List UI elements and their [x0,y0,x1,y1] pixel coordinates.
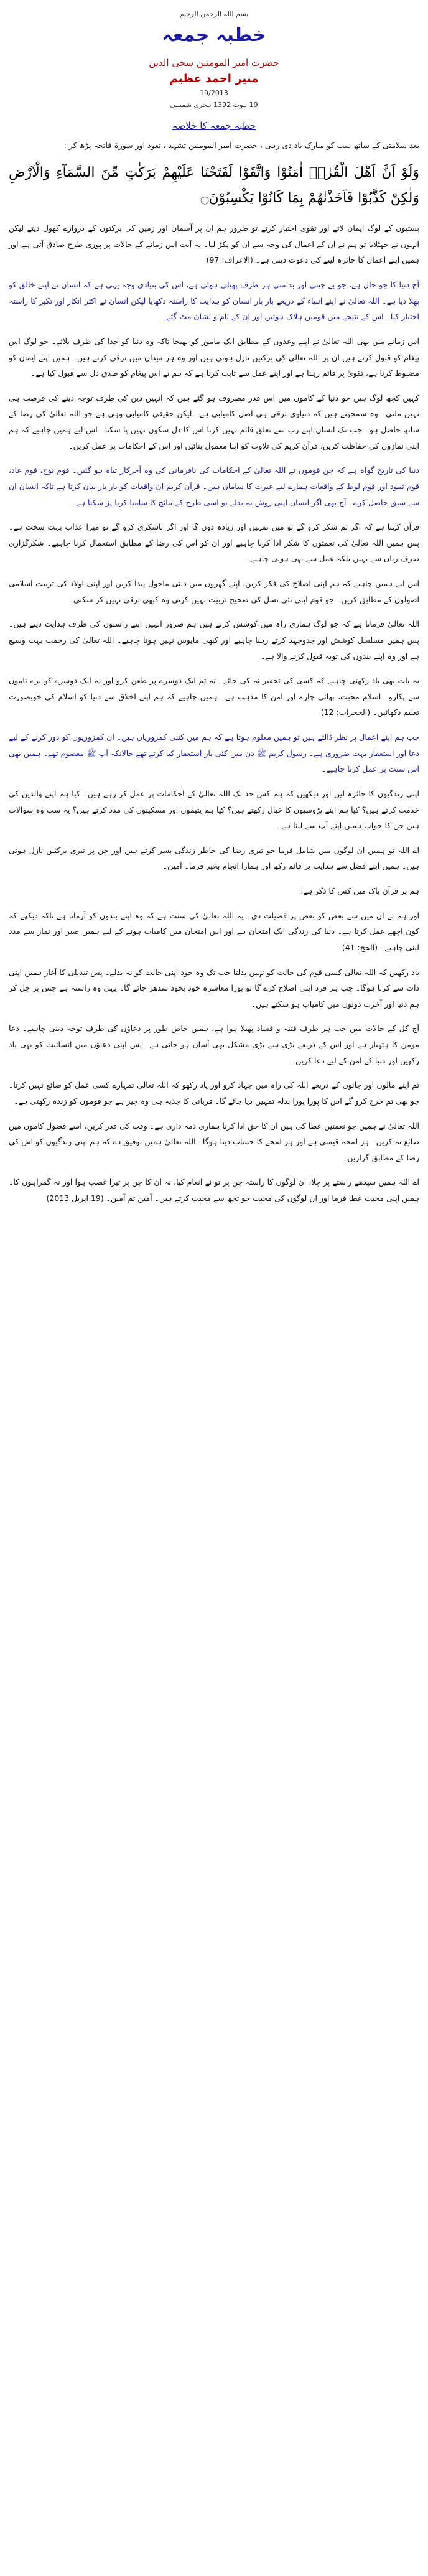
sermon-paragraph: اللہ تعالیٰ نے ہمیں جو نعمتیں عطا کی ہیں ان کا حق ادا کرنا ہماری ذمہ داری ہے۔ وقت کی قدر کریں، اسے فضول کاموں میں ضائع نہ کریں۔ ہر لمحہ قیمتی ہے اور ہر لمحے کا حساب دینا ہوگا۔ اللہ تعالیٰ ہمیں توفیق دے کہ ہم اپنی زندگیوں کو اس کی رضا کے مطابق گزاریں۔ [9,1121,419,1162]
sermon-paragraph: جب ہم اپنے اعمال پر نظر ڈالتے ہیں تو ہمیں معلوم ہوتا ہے کہ ہم میں کتنی کمزوریاں ہیں۔ ان کمزوریوں کو دور کرنے کے لیے دعا اور استغفار بہت ضروری ہے۔ رسول کریم ﷺ دن میں کئی بار استغفار کیا کرتے تھے حالانکہ آپ ﷺ معصوم تھے۔ ہمیں بھی اس سنت پر عمل کرنا چاہیے۔ [9,732,419,774]
date-secondary: 19 نبوت 1392 ہجری شمسی [170,101,258,109]
sermon-paragraph: اللہ تعالیٰ فرماتا ہے کہ جو لوگ ہماری راہ میں کوشش کرتے ہیں ہم ضرور انہیں اپنے راستوں کی طرف ہدایت دیتے ہیں۔ پس ہمیں مسلسل کوشش اور جدوجہد کرتے رہنا چاہیے اور کبھی مایوس نہیں ہونا چاہیے۔ اللہ تعالیٰ کی رحمت بہت وسیع ہے اور وہ اپنے بندوں کی توبہ قبول کرنے والا ہے۔ [9,619,419,661]
sermon-paragraph: دنیا کی تاریخ گواہ ہے کہ جن قوموں نے اللہ تعالیٰ کے احکامات کی نافرمانی کی وہ آخرکار تباہ ہو گئیں۔ قوم نوح، قوم عاد، قوم ثمود اور قوم لوط کے واقعات ہمارے لیے عبرت کا سامان ہیں۔ قرآن کریم ان واقعات کو بار بار بیان کرتا ہے تاکہ انسان ان سے سبق حاصل کرے۔ آج بھی اگر انسان اپنی روش نہ بدلے تو اسی طرح کے نتائج کا سامنا کرنا پڑ سکتا ہے۔ [9,465,419,507]
sermon-paragraph: آج دنیا کا جو حال ہے، جو بے چینی اور بدامنی ہر طرف پھیلی ہوئی ہے، اس کی بنیادی وجہ یہی ہے کہ انسان نے اپنے خالق کو بھلا دیا ہے۔ اللہ تعالیٰ نے اپنے انبیاء کے ذریعے بار بار انسان کو ہدایت کا راستہ دکھایا لیکن انسان نے اکثر انکار اور تکبر کا راستہ اختیار کیا۔ اس کے نتیجے میں قومیں ہلاک ہوئیں اور ان کے نام و نشان مٹ گئے۔ [9,280,419,322]
summary-heading: خطبہ جمعہ کا خلاصہ [172,120,256,131]
sermon-paragraph: اپنی زندگیوں کا جائزہ لیں اور دیکھیں کہ ہم کس حد تک اللہ تعالیٰ کے احکامات پر عمل کر رہے ہیں۔ کیا ہم اپنے والدین کی خدمت کرتے ہیں؟ کیا ہم اپنے پڑوسیوں کا خیال رکھتے ہیں؟ کیا ہم یتیموں اور مسکینوں کی مدد کرتے ہیں؟ یہ سب وہ سوالات ہیں جن کا جواب ہمیں اپنے آپ سے لینا ہے۔ [9,788,419,831]
sermon-paragraph: تم اپنے مالوں اور جانوں کے ذریعے اللہ کی راہ میں جہاد کرو اور یاد رکھو کہ اللہ تعالیٰ تمہارے کسی عمل کو ضائع نہیں کرتا۔ جو بھی تم خرچ کرو گے اس کا پورا پورا بدلہ تمہیں دیا جائے گا۔ قربانی کا جذبہ ہی وہ چیز ہے جو قوموں کو زندہ رکھتی ہے۔ [9,1080,419,1106]
date-primary: 19/2013 [200,89,228,97]
sermon-paragraph: یاد رکھیں کہ اللہ تعالیٰ کسی قوم کی حالت کو نہیں بدلتا جب تک وہ خود اپنی حالت کو نہ بدلے۔ پس تبدیلی کا آغاز ہمیں اپنی ذات سے کرنا ہوگا۔ جب ہر فرد اپنی اصلاح کرے گا تو پورا معاشرہ خود بخود سدھر جائے گا۔ یہی وہ راستہ ہے جس پر چل کر ہم دنیا اور آخرت دونوں میں کامیاب ہو سکتے ہیں۔ [9,967,419,1009]
author-line: حضرت امیر المومنین سحی الدین [149,57,279,68]
sermon-paragraph: اس لیے ہمیں چاہیے کہ ہم اپنی اصلاح کی فکر کریں، اپنے گھروں میں دینی ماحول پیدا کریں اور اپنی اولاد کی تربیت اسلامی اصولوں کے مطابق کریں۔ جو قوم اپنی نئی نسل کی صحیح تربیت نہیں کرتی وہ کبھی ترقی نہیں کر سکتی۔ [9,579,419,604]
sermon-paragraph: ہم پر قرآن پاک میں کس کا ذکر ہے: [300,886,419,896]
sermon-paragraph: قرآن کہتا ہے کہ اگر تم شکر کرو گے تو میں تمہیں اور زیادہ دوں گا اور اگر ناشکری کرو گے تو میرا عذاب بہت سخت ہے۔ پس ہمیں اللہ تعالیٰ کی نعمتوں کا شکر ادا کرنا چاہیے اور ان کو اس کی رضا کے مطابق استعمال کرنا چاہیے۔ شکرگزاری صرف زبان سے نہیں بلکہ عمل سے بھی ہونی چاہیے۔ [9,522,419,564]
sermon-body [9,220,419,1206]
page-title: خطبہ جمعہ [162,24,266,46]
sermon-paragraph: یہ بات بھی یاد رکھنی چاہیے کہ کسی کی تحقیر نہ کی جائے۔ نہ تم ایک دوسرے پر طعن کرو اور نہ ایک دوسرے کو برے ناموں سے پکارو۔ اسلام محبت، بھائی چارے اور امن کا مذہب ہے۔ ہمیں چاہیے کہ ہم اپنے اخلاق سے دنیا کو اسلام کی خوبصورت تعلیم دکھائیں۔ (الحجرات: 12) [9,676,419,717]
sermon-paragraph: اے اللہ تو ہمیں ان لوگوں میں شامل فرما جو تیری رضا کی خاطر زندگی بسر کرتے ہیں اور جن پر تیری برکتیں نازل ہوتی ہیں۔ ہمیں اپنے فضل سے ہدایت پر قائم رکھ اور ہمارا انجام بخیر فرما۔ آمین۔ [9,845,419,871]
sermon-paragraph: آج کل کے حالات میں جب ہر طرف فتنہ و فساد پھیلا ہوا ہے، ہمیں خاص طور پر دعاؤں کی طرف توجہ دینی چاہیے۔ دعا مومن کا ہتھیار ہے اور اس کے ذریعے بڑی سے بڑی مشکل بھی آسان ہو جاتی ہے۔ پس اپنی دعاؤں میں انسانیت کو بھی یاد رکھیں اور دنیا کے امن کے لیے دعا کریں۔ [9,1024,419,1065]
sermon-page [9,0,419,1234]
sermon-paragraph: اے اللہ ہمیں سیدھے راستے پر چلا، ان لوگوں کا راستہ جن پر تو نے انعام کیا، نہ ان کا جن پر تیرا غضب ہوا اور نہ گمراہوں کا۔ ہمیں اپنی محبت عطا فرما اور ان لوگوں کی محبت جو تجھ سے محبت کرتے ہیں۔ آمین ثم آمین۔ (19 اپریل 2013) [9,1177,419,1203]
bismillah: بسم الله الرحمن الرحيم [179,10,249,18]
sermon-paragraph: اس زمانے میں بھی اللہ تعالیٰ نے اپنے وعدوں کے مطابق ایک مامور کو بھیجا تاکہ وہ دنیا کو خدا کی طرف بلائے۔ جو لوگ اس پیغام کو قبول کرتے ہیں ان پر اللہ تعالیٰ کی برکتیں نازل ہوتی ہیں اور وہ ہر میدان میں ترقی کرتے ہیں۔ ہمیں اپنے ایمان کو مضبوط کرنا ہے، تقویٰ پر قائم رہنا ہے اور اپنے عمل سے ثابت کرنا ہے کہ ہم نے اس پیغام کو صدق دل سے قبول کیا ہے۔ [9,336,419,378]
sermon-paragraph: کہیں کچھ لوگ ہیں جو دنیا کے کاموں میں اس قدر مصروف ہو گئے ہیں کہ انہیں دین کی طرف توجہ دینے کی فرصت ہی نہیں ملتی۔ وہ سمجھتے ہیں کہ دنیاوی ترقی ہی اصل کامیابی ہے۔ لیکن حقیقی کامیابی وہی ہے جو اللہ تعالیٰ کی رضا کے ساتھ حاصل ہو۔ جب تک انسان اپنے رب سے تعلق قائم نہیں کرتا اس کا دل سکون نہیں پا سکتا۔ اس لیے ہمیں چاہیے کہ ہم اپنی نمازوں کی حفاظت کریں، قرآن کریم کی تلاوت کو اپنا معمول بنائیں اور اس کے احکامات پر عمل کریں۔ [9,393,419,450]
sermon-paragraph: اور ہم نے ان میں سے بعض کو بعض پر فضیلت دی۔ یہ اللہ تعالیٰ کی سنت ہے کہ وہ اپنے بندوں کو آزماتا ہے تاکہ دیکھے کہ کون اچھے عمل کرتا ہے۔ دنیا کی زندگی ایک امتحان ہے اور اس امتحان میں کامیاب ہونے کے لیے ہمیں صبر اور نماز سے مدد لینی چاہیے۔ (الحج: 41) [9,910,419,952]
sermon-paragraph: بستیوں کے لوگ ایمان لاتے اور تقویٰ اختیار کرتے تو ضرور ہم ان پر آسمان اور زمین کی برکتوں کے دروازے کھول دیتے لیکن انہوں نے جھٹلایا تو ہم نے ان کے اعمال کی وجہ سے ان کو پکڑ لیا۔ یہ آیت اس زمانے کے حالات پر پوری طرح صادق آتی ہے اور ہمیں اپنے اعمال کا جائزہ لینے کی دعوت دیتی ہے۔ (الاعراف: 97) [9,223,419,265]
speaker-name: منیر احمد عظیم [169,72,259,85]
quran-verse: وَلَوْ اَنَّ اَهْلَ الْقُرٰىۤ اٰمَنُوْا وَاتَّقَوْا لَفَتَحْنَا عَلَيْهِمْ بَرَكٰتٍ مِّنَ السَّمَآءِ وَالْاَرْضِ وَلٰكِنْ كَذَّبُوْا فَاَخَذْنٰهُمْ بِمَا كَانُوْا يَكْسِبُوْنَ۝ [9,164,419,207]
intro-text: بعد سلامتی کے ساتھ سب کو مبارک باد دی رہی ، حضرت امیر المومنین تشہد ، تعوذ اور سورۃ فاتحہ پڑھ کر : [63,141,419,150]
